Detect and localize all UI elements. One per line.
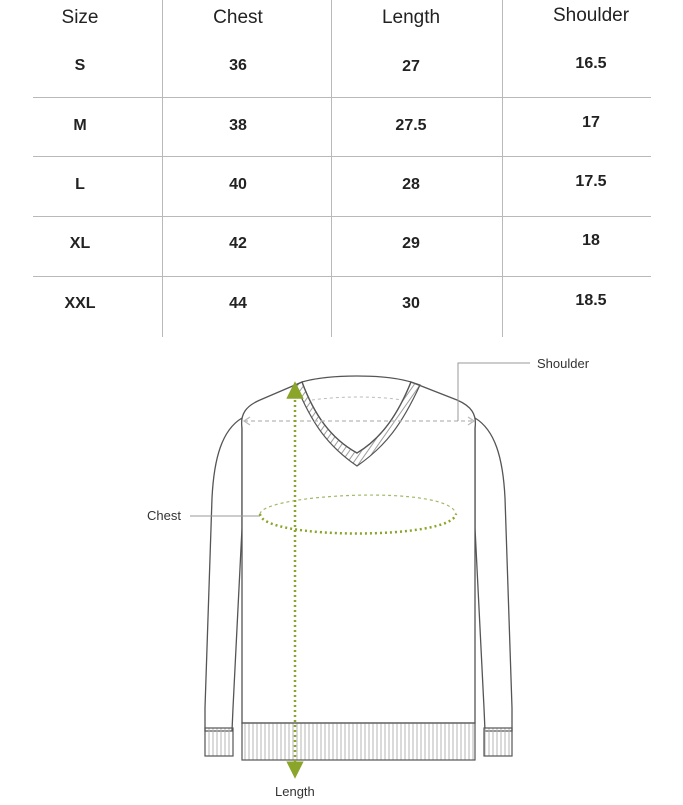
length-label: Length <box>275 784 315 799</box>
cell-chest: 40 <box>229 176 247 193</box>
header-size: Size <box>61 7 99 28</box>
cell-length: 29 <box>402 235 420 252</box>
cell-shoulder: 18.5 <box>575 292 607 309</box>
cell-length: 28 <box>402 176 420 193</box>
column-divider <box>331 0 332 337</box>
cell-length: 30 <box>402 295 420 312</box>
cell-shoulder: 16.5 <box>575 55 607 72</box>
column-divider <box>502 0 503 337</box>
shoulder-label: Shoulder <box>537 356 590 371</box>
cell-size: L <box>75 176 85 193</box>
sweater-body <box>242 382 476 723</box>
size-chart-table <box>0 0 683 338</box>
cell-size: S <box>74 57 86 74</box>
cell-chest: 38 <box>229 117 247 134</box>
cell-size: M <box>73 117 87 134</box>
row-divider <box>33 216 651 217</box>
cell-length: 27 <box>402 58 420 75</box>
cell-size: XXL <box>64 295 96 312</box>
right-sleeve <box>475 418 512 731</box>
header-length: Length <box>381 7 441 28</box>
cell-length: 27.5 <box>395 117 427 134</box>
column-divider <box>162 0 163 337</box>
cell-chest: 44 <box>229 295 247 312</box>
chest-label: Chest <box>147 508 181 523</box>
row-divider <box>33 97 651 98</box>
row-divider <box>33 156 651 157</box>
cell-chest: 42 <box>229 235 247 252</box>
sweater-illustration <box>0 338 683 800</box>
hem-ribbing <box>242 723 475 760</box>
left-sleeve <box>205 418 242 731</box>
back-neck <box>302 376 411 382</box>
row-divider <box>33 276 651 277</box>
cell-shoulder: 17.5 <box>575 173 607 190</box>
sweater-measurement-diagram <box>0 338 683 800</box>
cell-chest: 36 <box>229 57 247 74</box>
header-chest: Chest <box>213 7 263 28</box>
header-shoulder: Shoulder <box>552 5 630 26</box>
back-neck-stitch <box>312 397 402 400</box>
right-cuff <box>484 728 512 756</box>
left-cuff <box>205 728 233 756</box>
cell-shoulder: 18 <box>582 232 600 249</box>
cell-size: XL <box>69 235 91 252</box>
cell-shoulder: 17 <box>582 114 600 131</box>
